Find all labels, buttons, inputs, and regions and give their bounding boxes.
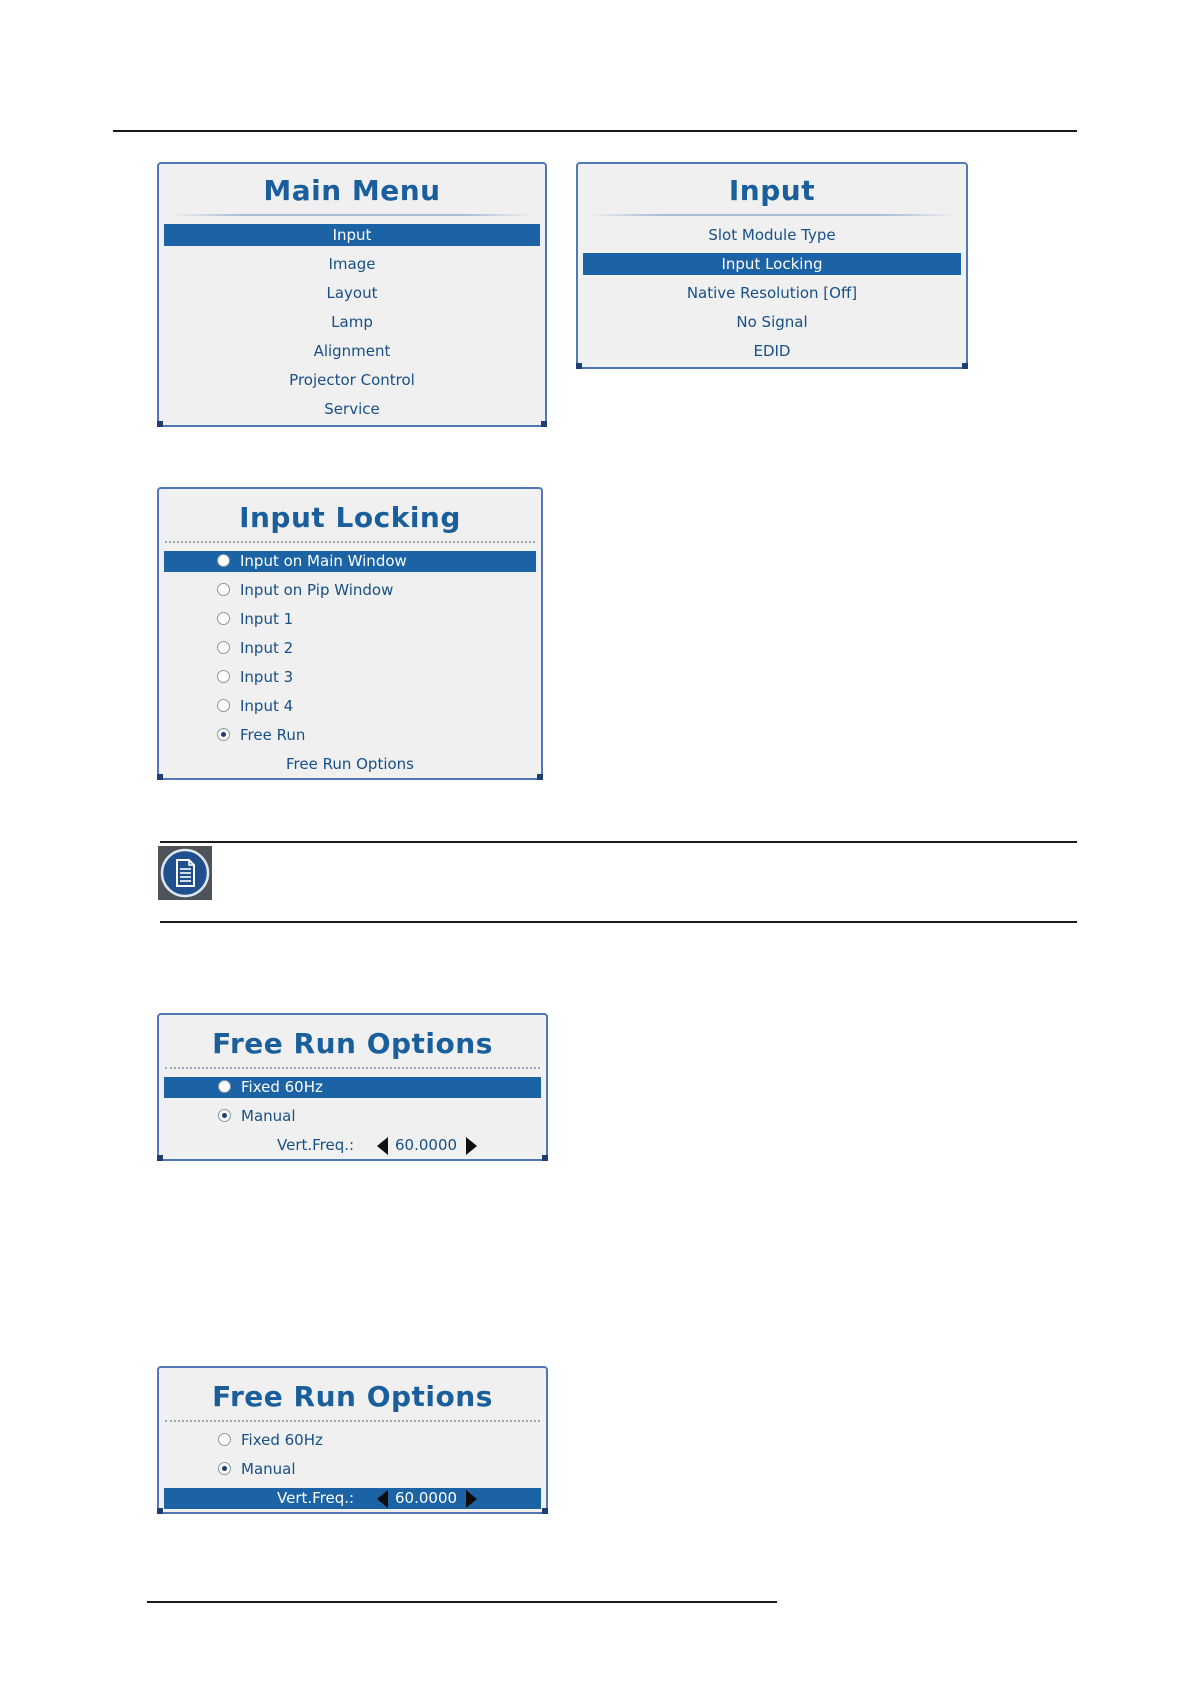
input-menu-title: Input xyxy=(728,174,816,207)
submenu-free-run-options[interactable]: Free Run Options xyxy=(285,755,414,773)
option-manual[interactable] xyxy=(164,1459,541,1480)
free-run-options-title: Free Run Options xyxy=(212,1027,493,1060)
main-menu-title: Main Menu xyxy=(263,174,441,207)
option-manual[interactable] xyxy=(164,1106,541,1127)
option-label: Input 4 xyxy=(240,697,294,715)
option-input-3[interactable] xyxy=(164,667,536,688)
title-separator xyxy=(165,541,535,543)
title-separator xyxy=(165,1420,540,1422)
option-input-pip-window[interactable] xyxy=(164,580,536,601)
option-fixed-60hz[interactable] xyxy=(164,1077,541,1098)
menu-item-alignment[interactable]: Alignment xyxy=(313,342,391,360)
input-locking-panel xyxy=(157,487,543,780)
free-run-options-panel-2 xyxy=(157,1366,548,1514)
radio-button[interactable] xyxy=(218,1109,231,1122)
option-label: Manual xyxy=(241,1460,296,1478)
option-label: Manual xyxy=(241,1107,296,1125)
option-label: Input on Main Window xyxy=(240,552,407,570)
decrease-arrow-icon[interactable] xyxy=(377,1490,388,1508)
option-input-main-window[interactable] xyxy=(164,551,536,572)
option-input-2[interactable] xyxy=(164,638,536,659)
option-label: Fixed 60Hz xyxy=(241,1431,323,1449)
menu-item-edid[interactable]: EDID xyxy=(753,342,791,360)
option-label: Free Run xyxy=(240,726,306,744)
option-label: Input 1 xyxy=(240,610,294,628)
radio-button[interactable] xyxy=(217,728,230,741)
footer-rule xyxy=(147,1601,777,1603)
title-separator xyxy=(165,1067,540,1069)
menu-item-native-resolution[interactable]: Native Resolution [Off] xyxy=(686,284,858,302)
increase-arrow-icon[interactable] xyxy=(466,1490,477,1508)
radio-button[interactable] xyxy=(217,583,230,596)
vert-freq-label: Vert.Freq.: xyxy=(277,1489,355,1507)
menu-item-input[interactable]: Input xyxy=(164,224,540,246)
vert-freq-value: 60.0000 xyxy=(395,1136,458,1154)
header-rule xyxy=(113,130,1077,132)
option-fixed-60hz[interactable] xyxy=(164,1430,541,1451)
decrease-arrow-icon[interactable] xyxy=(377,1137,388,1155)
main-menu-panel xyxy=(157,162,547,427)
menu-item-input-locking[interactable]: Input Locking xyxy=(583,253,961,275)
increase-arrow-icon[interactable] xyxy=(466,1137,477,1155)
note-top-rule xyxy=(160,841,1077,843)
input-menu-panel xyxy=(576,162,968,369)
option-label: Input 2 xyxy=(240,639,294,657)
title-separator xyxy=(169,214,535,216)
option-label: Input on Pip Window xyxy=(240,581,394,599)
radio-button[interactable] xyxy=(217,612,230,625)
option-input-4[interactable] xyxy=(164,696,536,717)
menu-item-lamp[interactable]: Lamp xyxy=(331,313,373,331)
note-document-icon xyxy=(158,846,212,900)
option-label: Fixed 60Hz xyxy=(241,1078,323,1096)
radio-button[interactable] xyxy=(218,1080,231,1093)
note-bottom-rule xyxy=(160,921,1077,923)
option-free-run[interactable] xyxy=(164,725,536,746)
free-run-options-title: Free Run Options xyxy=(212,1380,493,1413)
radio-button[interactable] xyxy=(217,641,230,654)
input-locking-title: Input Locking xyxy=(239,501,461,534)
vert-freq-row[interactable] xyxy=(164,1488,541,1509)
menu-item-projector-control[interactable]: Projector Control xyxy=(289,371,415,389)
vert-freq-value: 60.0000 xyxy=(395,1489,458,1507)
title-separator xyxy=(588,214,956,216)
option-input-1[interactable] xyxy=(164,609,536,630)
radio-button[interactable] xyxy=(218,1433,231,1446)
vert-freq-row[interactable] xyxy=(164,1135,541,1156)
radio-button[interactable] xyxy=(218,1462,231,1475)
radio-button[interactable] xyxy=(217,699,230,712)
vert-freq-label: Vert.Freq.: xyxy=(277,1136,355,1154)
menu-item-slot-module-type[interactable]: Slot Module Type xyxy=(708,226,836,244)
menu-item-layout[interactable]: Layout xyxy=(326,284,378,302)
free-run-options-panel-1 xyxy=(157,1013,548,1161)
menu-item-service[interactable]: Service xyxy=(324,400,380,418)
radio-button[interactable] xyxy=(217,554,230,567)
option-label: Input 3 xyxy=(240,668,294,686)
radio-button[interactable] xyxy=(217,670,230,683)
menu-item-no-signal[interactable]: No Signal xyxy=(736,313,808,331)
menu-item-image[interactable]: Image xyxy=(328,255,376,273)
